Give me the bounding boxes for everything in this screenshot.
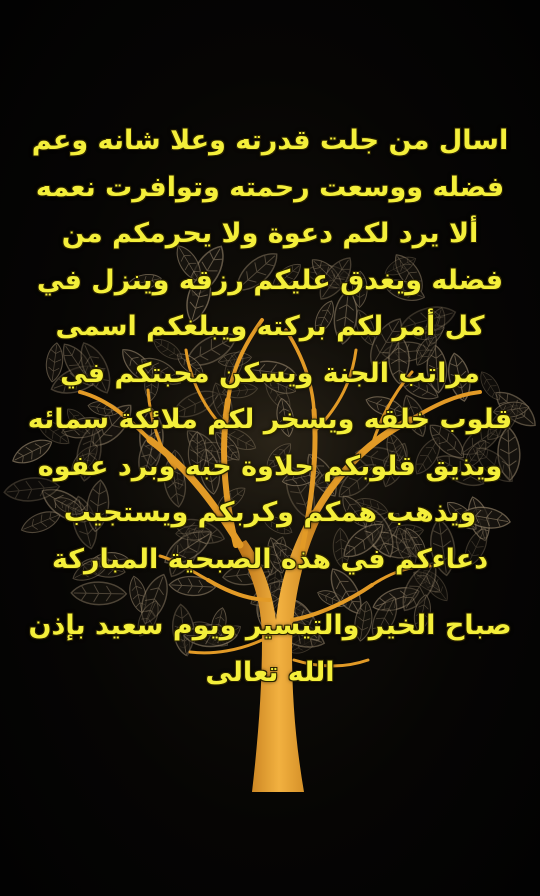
greeting-line: الله تعالى [205,656,335,688]
prayer-line: قلوب خلقه ويسخر لكم ملائكة سمائه [27,404,513,435]
prayer-line: اسال من جلت قدرته وعلا شانه وعم [31,125,509,156]
paragraph-spacer [10,583,530,603]
greeting-line: صباح الخير والتيسير ويوم سعيد بإذن [28,610,512,641]
prayer-line: ويذيق قلوبكم حلاوة حبه وبرد عفوه [37,450,503,482]
prayer-line: مراتب الجنة ويسكن محبتكم في [60,357,480,389]
prayer-line: ويذهب همكم وكربكم ويستجيب [63,497,477,528]
prayer-line: كل أمر لكم بركته ويبلغكم اسمى [55,311,485,342]
prayer-line: دعاءكم في هذه الصبحية المباركة [51,543,489,575]
prayer-text-block [10,118,530,696]
prayer-line: فضله ووسعت رحمته وتوافرت نعمه [35,171,505,203]
prayer-line: فضله ويغدق عليكم رزقه وينزل في [36,264,504,296]
prayer-line: ألا يرد لكم دعوة ولا يحرمكم من [61,218,479,249]
